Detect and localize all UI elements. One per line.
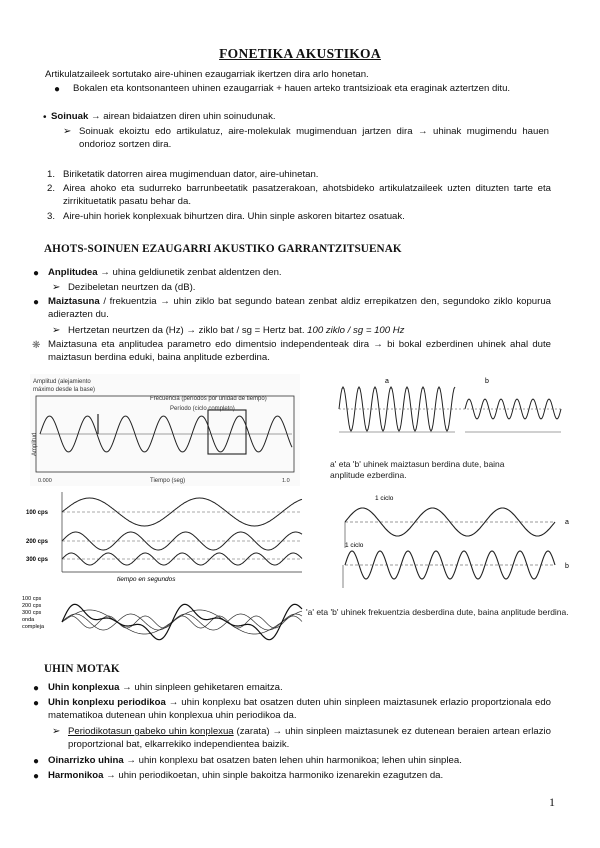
fig3-label-300: 300 cps — [26, 557, 49, 563]
anplitudea-def: → uhina geldiunetik zenbat aldentzen den. — [97, 267, 282, 278]
fig4-caption: 'a' eta 'b' uhinek frekuentzia desberdina dute, baina anplitude berdina. — [306, 607, 569, 617]
periodikoa-def: → uhin konplexu bat osatzen duten uhin sinpleen maiztasunek erlazio proportzionala edo matematikoa dutenean uhin konplexua uhin periodikoa da. — [48, 697, 551, 722]
fig3-complex-label-onda: onda — [22, 617, 35, 623]
fig1-x0: 0.000 — [38, 478, 52, 484]
anplitudea-line — [48, 266, 548, 279]
harmonikoa-line — [48, 769, 551, 782]
oinarrizko-def: → uhin konplexu bat osatzen baten lehen uhin harmonikoa; lehen uhin sinplea. — [123, 755, 462, 766]
arrow-bullet-icon: ➢ — [63, 126, 72, 137]
fig1-label-amplitude: Amplitud (alejamiento — [33, 379, 91, 385]
soinuak-line — [51, 110, 531, 123]
figure-wave-sum — [22, 492, 307, 652]
soinuak-term: Soinuak — [51, 111, 89, 122]
intro-text: Artikulatzaileek sortutako aire-uhinen ezaugarriak ikertzen dira arlo honetan. — [45, 69, 369, 80]
bullet-dot-icon: ● — [33, 771, 40, 782]
soinuak-def: → airean bidaiatzen diren uhin soinudunak. — [88, 111, 276, 122]
bullet-dot-icon: ● — [33, 756, 40, 767]
periodikoa-sub-text: (zarata) → uhin sinpleen maiztasunek ez dutenean beraien artean erlazio proportzional bat, elkarrekiko independientea baizik. — [68, 726, 551, 751]
fig2-label-b: b — [485, 378, 489, 385]
arrow-bullet-icon: ➢ — [52, 282, 61, 293]
fig3-complex-label-100: 100 cps — [22, 596, 42, 602]
fig1-ylabel: Amplitud — [32, 432, 38, 456]
fig4-cycle-a: 1 ciclo — [375, 495, 394, 502]
uhin-konplexua-line — [48, 681, 548, 694]
fig3-complex-label-200: 200 cps — [22, 603, 42, 609]
maiztasuna-sub — [68, 324, 538, 337]
fig3-axis-label: tiempo en segundos — [117, 576, 176, 583]
fig4-label-b: b — [565, 563, 569, 570]
step-number: 1. — [47, 169, 56, 180]
maiztasuna-example: 100 ziklo / sg = 100 Hz — [307, 325, 405, 336]
maiztasuna-line — [48, 295, 551, 321]
bullet-dot-icon: ● — [54, 84, 61, 95]
figure-same-frequency — [335, 374, 565, 442]
fig1-label-period: Período (ciclo completo) — [170, 406, 235, 412]
soinuak-sub: Soinuak ekoiztu edo artikulatuz, aire-molekulak mugimenduan jartzen dira → uhinak mugimendu hauen ondorioz sortzen dira. — [79, 126, 549, 151]
step-text: Airea ahoko eta sudurreko barrunbeetatik pasatzerakoan, ahotsbideko artikulatzaileek uzten dituzten tarte eta zirrikituetatik pasatu behar da. — [63, 183, 551, 208]
page-title: FONETIKA AKUSTIKOA — [219, 46, 381, 61]
arrow-bullet-icon: ➢ — [52, 325, 61, 336]
maiztasuna-def: / frekuentzia → uhin ziklo bat segundo batean zenbat aldiz errepikatzen den, segundoko ziklo kopurua adierazten du. — [48, 296, 551, 321]
fig3-complex-label-compleja: compleja — [22, 624, 45, 630]
fig2-caption: a' eta 'b' uhinek maiztasun berdina dute, baina anplitude ezberdina. — [330, 459, 505, 480]
arrow-bullet-icon: ➢ — [52, 726, 61, 737]
fig1-xlabel: Tiempo (seg) — [150, 478, 186, 484]
anplitudea-term: Anplitudea — [48, 267, 98, 278]
fig1-label-max: máximo desde la base) — [33, 387, 96, 393]
asterisk-icon: ❋ — [32, 340, 41, 351]
harmonikoa-term: Harmonikoa — [48, 770, 104, 781]
section-heading: UHIN MOTAK — [44, 663, 120, 675]
fig4-label-a: a — [565, 519, 569, 526]
note-text: Maiztasuna eta anplitudea parametro edo dimentsio independenteak dira → bi bokal ezberdinen uhinek ahal dute maiztasun berdina eduki, baina anplitude ezberdina. — [48, 339, 551, 364]
uhin-konplexua-term: Uhin konplexua — [48, 682, 120, 693]
periodikoa-term: Uhin konplexu periodikoa — [48, 697, 166, 708]
step-number: 3. — [47, 211, 56, 222]
maiztasuna-sub-text: Hertzetan neurtzen da (Hz) → ziklo bat / sg = Hertz bat. — [68, 325, 308, 336]
fig3-complex-label-300: 300 cps — [22, 610, 42, 616]
figure-different-frequency — [335, 490, 575, 590]
oinarrizko-term: Oinarrizko uhina — [48, 755, 124, 766]
step-number: 2. — [47, 183, 56, 194]
oinarrizko-line — [48, 754, 551, 767]
fig2-label-a: a — [385, 378, 389, 385]
section-heading: AHOTS-SOINUEN EZAUGARRI AKUSTIKO GARRANTZITSUENAK — [44, 243, 402, 255]
uhin-konplexua-def: → uhin sinpleen gehiketaren emaitza. — [119, 682, 283, 693]
step-text: Aire-uhin horiek konplexuak bihurtzen dira. Uhin sinple askoren bitartez osatuak. — [63, 211, 405, 222]
bullet-dot-icon: ● — [33, 297, 40, 308]
intro-bullet: Bokalen eta kontsonanteen uhinen ezaugarriak + hauen arteko trantsizioak eta eraginak aztertzen ditu. — [73, 83, 511, 94]
fig3-label-200: 200 cps — [26, 539, 49, 545]
harmonikoa-def: → uhin periodikoetan, uhin sinple bakoitza harmoniko izenarekin ezagutzen da. — [103, 770, 444, 781]
fig3-label-100: 100 cps — [26, 510, 49, 516]
bullet-dot-icon: ● — [33, 698, 40, 709]
periodikoa-sub-term: Periodikotasun gabeko uhin konplexua — [68, 726, 234, 737]
fig1-x1: 1.0 — [282, 478, 290, 484]
bullet-dot-icon: ● — [33, 683, 40, 694]
figure-amplitude-frequency — [30, 374, 300, 486]
periodikoa-sub — [68, 725, 551, 751]
periodikoa-line — [48, 696, 551, 722]
fig4-cycle-b: 1 ciclo — [345, 542, 364, 549]
maiztasuna-term: Maiztasuna — [48, 296, 100, 307]
anplitudea-sub: Dezibeletan neurtzen da (dB). — [68, 282, 196, 293]
bullet-dot-icon: • — [43, 112, 47, 123]
fig1-label-frequency: Frecuencia (períodos por unidad de tiempo) — [150, 396, 267, 402]
step-text: Biriketatik datorren airea mugimenduan dator, aire-uhinetan. — [63, 169, 319, 180]
bullet-dot-icon: ● — [33, 268, 40, 279]
page-number: 1 — [549, 795, 555, 809]
